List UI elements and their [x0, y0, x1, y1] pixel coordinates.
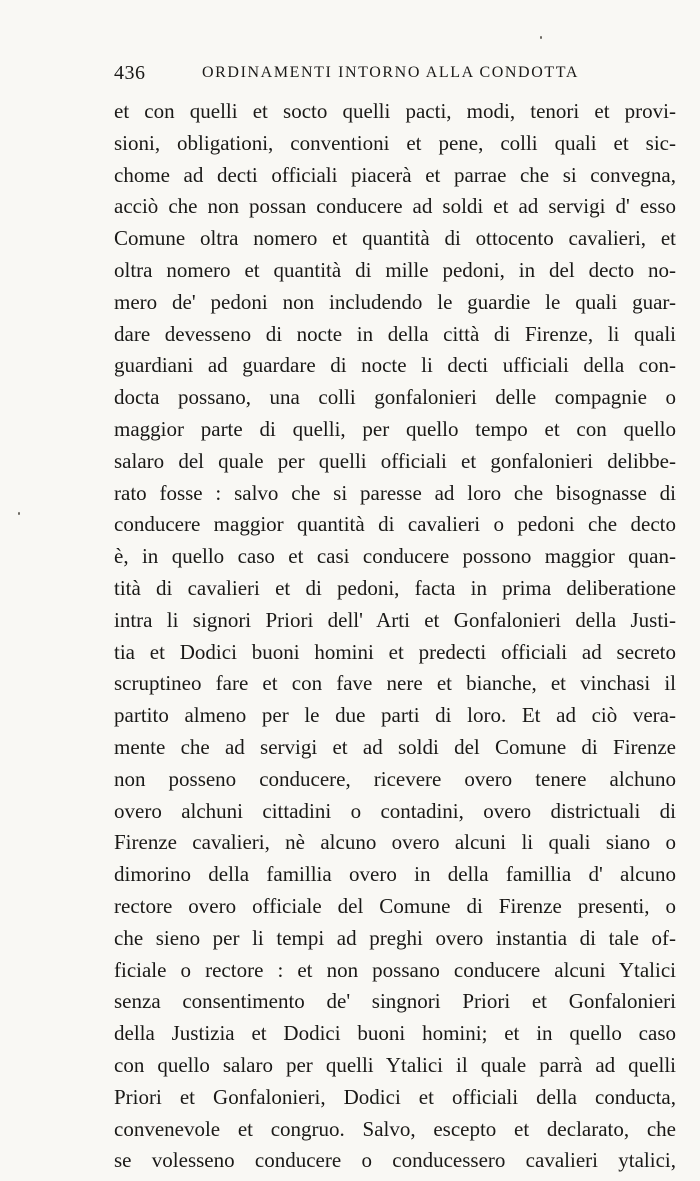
page-number: 436 [114, 62, 146, 84]
text-line: mente che ad servigi et ad soldi del Comune di Firenze [114, 734, 676, 759]
paper-speck [18, 512, 20, 515]
text-line: Comune oltra nomero et quantità di ottocento cavalieri, et [114, 226, 676, 251]
text-line: non posseno conducere, ricevere overo tenere alchuno [114, 766, 676, 791]
text-line: overo alchuni cittadini o contadini, overo districtuali di [114, 798, 676, 823]
text-line: rato fosse : salvo che si paresse ad loro che bisognasse di [114, 480, 676, 505]
running-head [112, 62, 588, 88]
text-line: tità di cavalieri et di pedoni, facta in prima deliberatione [114, 575, 676, 600]
text-line: convenevole et congruo. Salvo, escepto et declarato, che [114, 1116, 676, 1141]
text-line: chome ad decti officiali piacerà et parrae che si convegna, [114, 162, 676, 187]
text-line: docta possano, una colli gonfalonieri delle compagnie o [114, 385, 676, 410]
text-line: partito almeno per le due parti di loro. Et ad ciò vera- [114, 703, 676, 728]
text-line: Firenze cavalieri, nè alcuno overo alcuni li quali siano o [114, 830, 676, 855]
text-line: è, in quello caso et casi conducere possono maggior quan- [114, 544, 676, 569]
paper-speck [540, 36, 542, 39]
text-line: rectore overo officiale del Comune di Firenze presenti, o [114, 893, 676, 918]
text-line: dare devesseno di nocte in della città di Firenze, li quali [114, 321, 676, 346]
text-line: senza consentimento de' singnori Priori et Gonfalonieri [114, 989, 676, 1014]
text-line: intra li signori Priori dell' Arti et Gonfalonieri della Justi- [114, 607, 676, 632]
text-line: con quello salaro per quelli Ytalici il quale parrà ad quelli [114, 1052, 676, 1077]
body-text [114, 96, 676, 1177]
text-line: conducere maggior quantità di cavalieri o pedoni che decto [114, 512, 676, 537]
text-line: tia et Dodici buoni homini et predecti officiali ad secreto [114, 639, 676, 664]
text-line: acciò che non possan conducere ad soldi et ad servigi d' esso [114, 194, 676, 219]
text-line: Priori et Gonfalonieri, Dodici et officiali della conducta, [114, 1084, 676, 1109]
text-line: dimorino della famillia overo in della famillia d' alcuno [114, 862, 676, 887]
text-line: della Justizia et Dodici buoni homini; et in quello caso [114, 1021, 676, 1046]
text-line: oltra nomero et quantità di mille pedoni, in del decto no- [114, 257, 676, 282]
text-line: mero de' pedoni non includendo le guardie le quali guar- [114, 289, 676, 314]
text-line: salaro del quale per quelli officiali et gonfalonieri delibbe- [114, 448, 676, 473]
text-line: se volesseno conducere o conducessero cavalieri ytalici, [114, 1148, 676, 1173]
text-line: che sieno per li tempi ad preghi overo instantia di tale of- [114, 925, 676, 950]
text-line: ficiale o rectore : et non possano conducere alcuni Ytalici [114, 957, 676, 982]
text-line: guardiani ad guardare di nocte li decti ufficiali della con- [114, 353, 676, 378]
running-title: ORDINAMENTI INTORNO ALLA CONDOTTA [202, 64, 579, 81]
text-line: et con quelli et socto quelli pacti, modi, tenori et provi- [114, 99, 676, 123]
text-line: scruptineo fare et con fave nere et bianche, et vinchasi il [114, 671, 676, 696]
text-line: maggior parte di quelli, per quello tempo et con quello [114, 416, 676, 441]
text-line: sioni, obligationi, conventioni et pene, colli quali et sic- [114, 130, 676, 155]
